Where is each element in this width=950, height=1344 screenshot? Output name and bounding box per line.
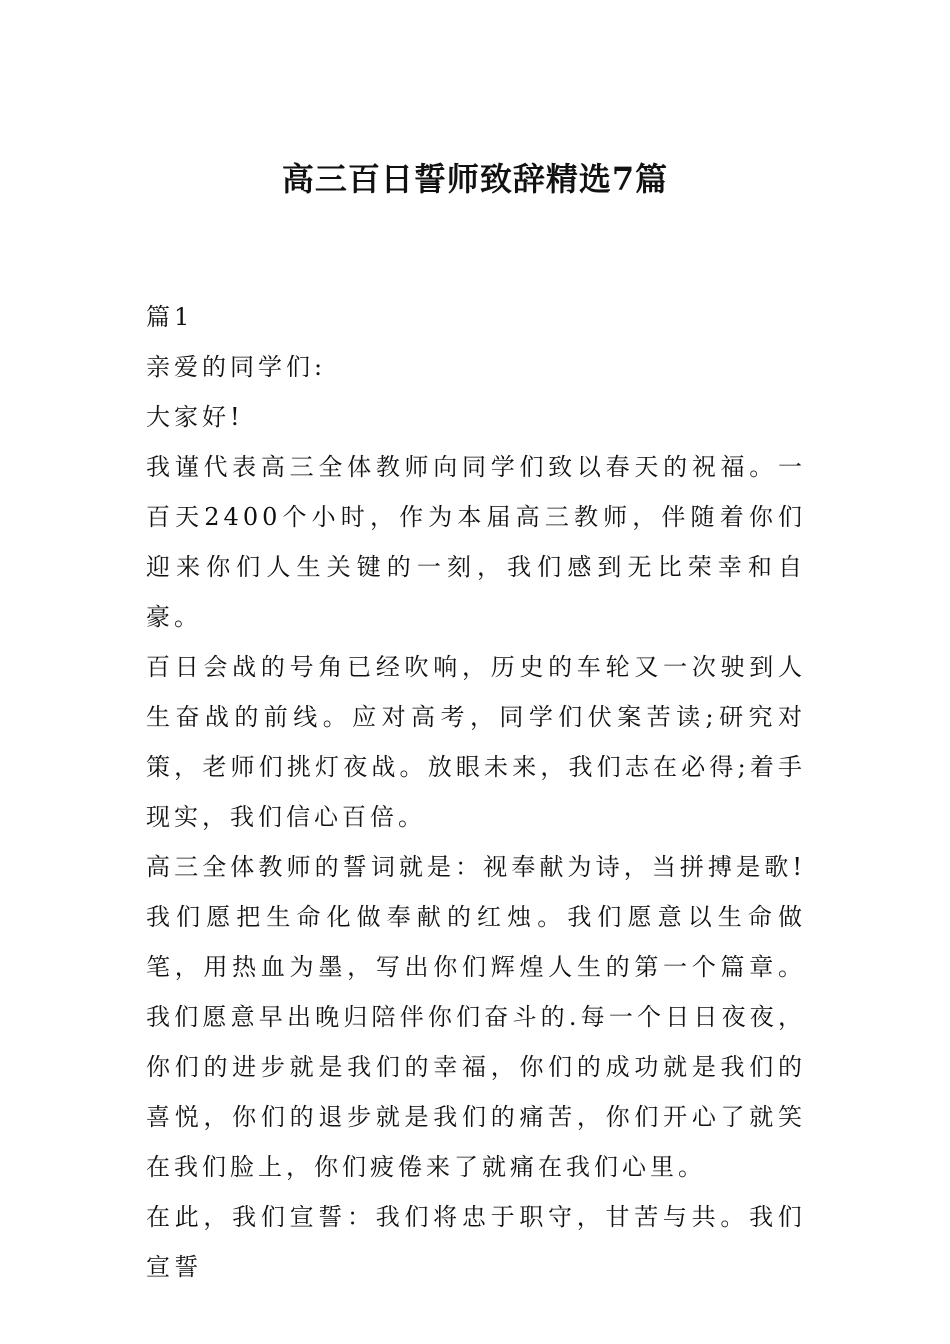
- paragraph-salutation: 亲爱的同学们:: [146, 353, 327, 381]
- paragraph-1: 我谨代表高三全体教师向同学们致以春天的祝福。一百天2400个小时，作为本届高三教师，伴随着你们迎来你们人生关键的一刻，我们感到无比荣幸和自豪。: [146, 453, 806, 631]
- paragraph-4: 在此，我们宣誓：我们将忠于职守，甘苦与共。我们宣誓: [146, 1203, 806, 1281]
- paragraph-greeting: 大家好!: [146, 403, 244, 431]
- paragraph-2: 百日会战的号角已经吹响，历史的车轮又一次驶到人生奋战的前线。应对高考，同学们伏案苦读;研究对策，老师们挑灯夜战。放眼未来，我们志在必得;着手现实，我们信心百倍。: [146, 653, 806, 831]
- section-label: 篇1: [146, 303, 194, 331]
- paragraph-3: 高三全体教师的誓词就是：视奉献为诗，当拼搏是歌!我们愿把生命化做奉献的红烛。我们愿意以生命做笔，用热血为墨，写出你们辉煌人生的第一个篇章。我们愿意早出晚归陪伴你们奋斗的.每一个日日夜夜，你们的进步就是我们的幸福，你们的成功就是我们的喜悦，你们的退步就是我们的痛苦，你们开心了就笑在我们脸上，你们疲倦来了就痛在我们心里。: [146, 853, 806, 1181]
- document-title: 高三百日誓师致辞精选7篇: [281, 160, 669, 198]
- document-body: [146, 292, 806, 1292]
